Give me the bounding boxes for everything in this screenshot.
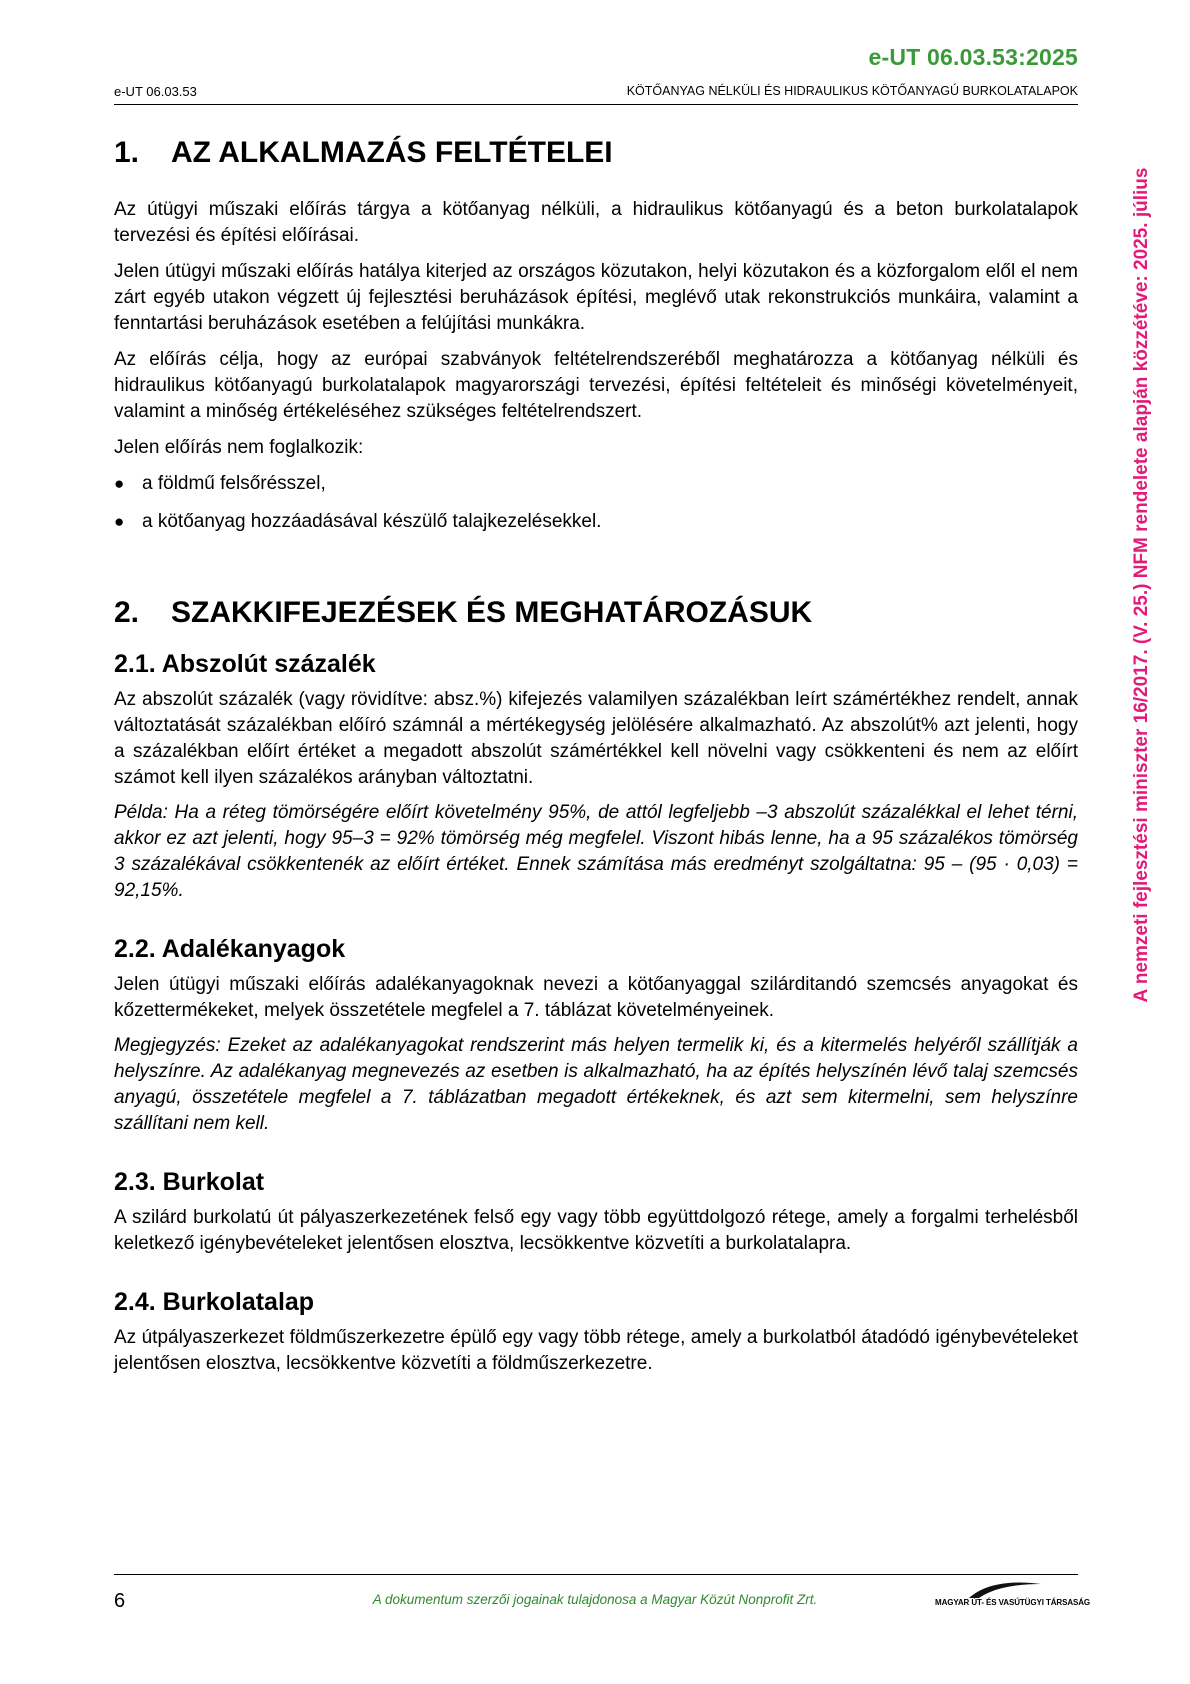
publisher-logo	[935, 1578, 1091, 1614]
road-swoosh-icon	[965, 1578, 1045, 1600]
running-header	[114, 84, 1078, 105]
page-number: 6	[114, 1590, 126, 1612]
header-doc-id: e-UT 06.03.53	[114, 84, 197, 99]
subsection-2-4-title: 2.4. Burkolatalap	[114, 1288, 315, 1316]
publication-side-note: A nemzeti fejlesztési miniszter 16/2017. (V. 25.) NFM rendelete alapján közzétéve: 2025. július	[1131, 167, 1152, 1003]
subsection-2-3-paragraph: A szilárd burkolatú út pályaszerkezetének felső egy vagy több együttdolgozó rétege, amely a forgalmi terhelésből keletkező igénybevételeket jelentősen elosztva, lecsökkentve közvetíti a burkolatalapra.	[114, 1207, 1078, 1254]
header-doc-title: KÖTŐANYAG NÉLKÜLI ÉS HIDRAULIKUS KÖTŐANYAGÚ BURKOLATALAPOK	[626, 84, 1078, 98]
list-item	[114, 509, 1078, 535]
bullet-icon: ●	[114, 512, 125, 531]
section-2-title: SZAKKIFEJEZÉSEK ÉS MEGHATÁROZÁSUK	[171, 596, 813, 629]
section-2-heading	[114, 595, 1078, 631]
list-item-text: a kötőanyag hozzáadásával készülő talajkezelésekkel.	[142, 511, 602, 532]
section-1-number: 1.	[114, 136, 140, 169]
section-1-paragraph-1: Az útügyi műszaki előírás tárgya a kötőanyag nélküli, a hidraulikus kötőanyagú és a beton burkolatalapok tervezési és építési előírásai.	[114, 199, 1078, 246]
subsection-2-1-example: Példa: Ha a réteg tömörségére előírt követelmény 95%, de attól legfeljebb –3 abszolút százalékkal el lehet térni, akkor ez azt jelenti, hogy 95–3 = 92% tömörség még megfelel. Viszont hibás lenne, ha a 95 százalékos tömörség 3 százalékával csökkentenék az előírt értéket. Ennek számítása más eredményt szolgáltatna: 95 – (95 · 0,03) = 92,15%.	[114, 802, 1078, 901]
copyright-notice: A dokumentum szerzői jogainak tulajdonosa a Magyar Közút Nonprofit Zrt.	[372, 1592, 818, 1607]
subsection-2-2-title: 2.2. Adalékanyagok	[114, 935, 346, 963]
section-1-title: AZ ALKALMAZÁS FELTÉTELEI	[171, 136, 613, 169]
list-item	[114, 471, 1078, 497]
subsection-2-2-paragraph: Jelen útügyi műszaki előírás adalékanyagoknak nevezi a kötőanyaggal szilárditandó szemcsés anyagokat és kőzettermékeket, melyek összetétele megfelel a 7. táblázat követelményeinek.	[114, 974, 1078, 1021]
subsection-2-2-note: Megjegyzés: Ezeket az adalékanyagokat rendszerint más helyen termelik ki, és a kitermelés helyéről szállítják a helyszínre. Az adalékanyag megnevezés az esetben is alkalmazható, ha az építés helyszínén lévő talaj szemcsés anyagú, összetétele megfelel a 7. táblázatban megadott értékeknek, és azt sem kitermelni, sem helyszínre szállítani nem kell.	[114, 1035, 1078, 1134]
document-code: e-UT 06.03.53:2025	[868, 44, 1078, 70]
publisher-logo-text: MAGYAR ÚT- ÉS VASÚTÜGYI TÁRSASÁG	[935, 1598, 1091, 1607]
subsection-2-1-title: 2.1. Abszolút százalék	[114, 650, 376, 678]
subsection-2-1-paragraph: Az abszolút százalék (vagy rövidítve: absz.%) kifejezés valamilyen százalékban leírt számértékhez rendelt, annak változtatását százalékban előíró számnál a mértékegység jelölésére alkalmazható. Az abszolút% azt jelenti, hogy a százalékban előírt értéket a megadott abszolút számértékkel kell növelni vagy csökkenteni és nem az előírt számot kell ilyen százalékos arányban változtatni.	[114, 689, 1078, 788]
subsection-2-4-paragraph: Az útpályaszerkezet földműszerkezetre épülő egy vagy több rétege, amely a burkolatból átadódó igénybevételeket jelentősen elosztva, lecsökkentve közvetíti a földműszerkezetre.	[114, 1327, 1078, 1374]
section-1-paragraph-4: Jelen előírás nem foglalkozik:	[114, 437, 364, 458]
section-2-number: 2.	[114, 596, 140, 629]
page-content	[114, 135, 1078, 1377]
exclusion-list	[114, 471, 1078, 535]
section-1-heading	[114, 135, 1078, 171]
subsection-2-3-title: 2.3. Burkolat	[114, 1168, 265, 1196]
bullet-icon: ●	[114, 474, 125, 493]
section-1-paragraph-3: Az előírás célja, hogy az európai szabványok feltételrendszeréből meghatározza a kötőanyag nélküli és hidraulikus kötőanyagú burkolatalapok magyarországi tervezési, építési feltételeit és minőségi követelményeit, valamint a minőség értékeléséhez szükséges feltételrendszert.	[114, 349, 1078, 422]
section-1-paragraph-2: Jelen útügyi műszaki előírás hatálya kiterjed az országos közutakon, helyi közutakon és a közforgalom elől el nem zárt egyéb utakon végzett új fejlesztési beruházások építési, meglévő utak rekonstrukciós munkáira, valamint a fenntartási beruházások esetében a felújítási munkákra.	[114, 261, 1078, 334]
footer-divider	[114, 1574, 1078, 1575]
list-item-text: a földmű felsőrésszel,	[142, 473, 326, 494]
